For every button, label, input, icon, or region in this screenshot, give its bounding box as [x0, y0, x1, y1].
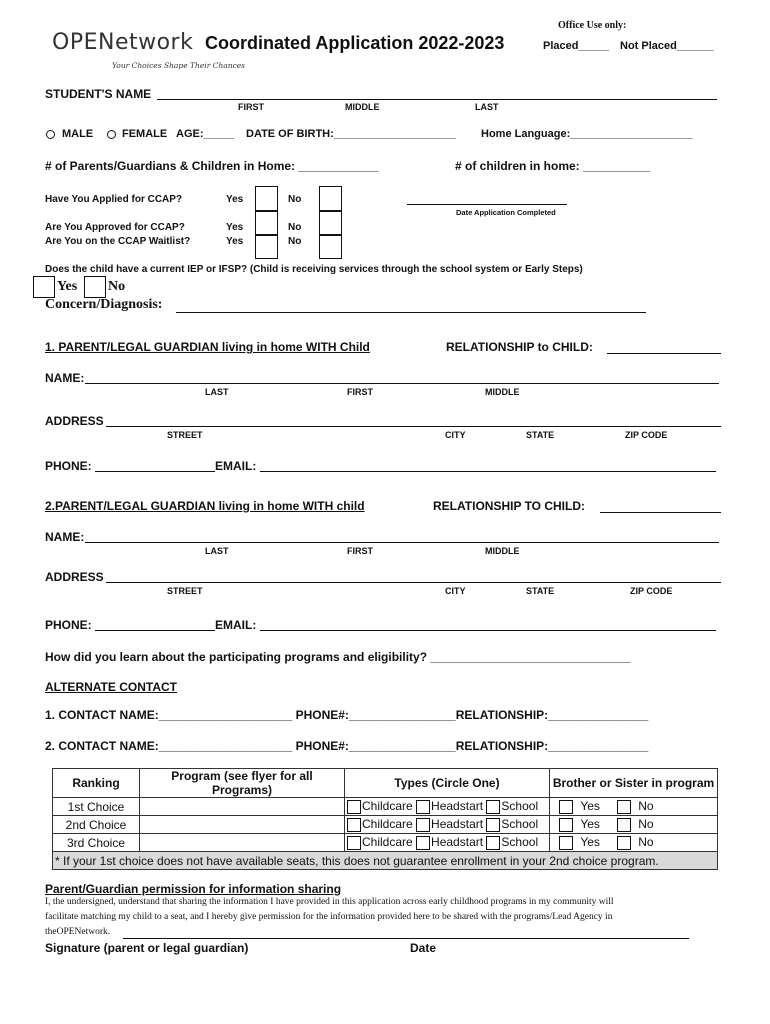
- home-language-field[interactable]: Home Language:____________________: [481, 128, 693, 140]
- types-header: Types (Circle One): [345, 769, 550, 798]
- program-cell[interactable]: [140, 834, 345, 852]
- sibling-no-label: No: [638, 817, 654, 832]
- parent1-name-input[interactable]: [85, 383, 719, 384]
- sibling-yes-checkbox[interactable]: [559, 836, 573, 850]
- school-label: School: [501, 835, 539, 850]
- ccap-applied-no-checkbox[interactable]: [319, 186, 342, 211]
- ccap-applied-label: Have You Applied for CCAP?: [45, 194, 183, 205]
- parent2-zip-label: ZIP CODE: [630, 586, 673, 596]
- parent2-middle-label: MIDDLE: [485, 546, 520, 556]
- ccap-waitlist-label: Are You on the CCAP Waitlist?: [45, 236, 191, 247]
- parent2-phone-label: PHONE:: [45, 618, 92, 632]
- types-cell: [345, 816, 550, 834]
- parent1-address-input[interactable]: [106, 426, 721, 427]
- ccap-approved-no-checkbox[interactable]: [319, 211, 342, 235]
- iep-question: Does the child have a current IEP or IFSP? (Child is receiving services through the school system or Early Steps): [45, 264, 583, 275]
- sibling-yes-label: Yes: [580, 835, 600, 850]
- school-checkbox[interactable]: [486, 836, 500, 850]
- parent2-first-label: FIRST: [347, 546, 373, 556]
- dob-field[interactable]: DATE OF BIRTH:____________________: [246, 128, 457, 140]
- date-label: Date: [410, 941, 437, 955]
- parent1-phone-label: PHONE:: [45, 459, 92, 473]
- alternate-contact-heading: ALTERNATE CONTACT: [45, 680, 177, 694]
- permission-text-1: I, the undersigned, understand that sharing the information I have provided in this application across early childhood programs in my community will: [45, 897, 614, 907]
- ccap-approved-no-label: No: [288, 222, 302, 233]
- ranking-cell: 1st Choice: [53, 798, 140, 816]
- parent1-last-label: LAST: [205, 387, 229, 397]
- iep-yes-label: Yes: [57, 279, 78, 294]
- childcare-checkbox[interactable]: [347, 800, 361, 814]
- sibling-yes-checkbox[interactable]: [559, 818, 573, 832]
- alternate-contact-1[interactable]: 1. CONTACT NAME:____________________ PHONE#:________________RELATIONSHIP:_______________: [45, 708, 649, 722]
- sibling-no-checkbox[interactable]: [617, 818, 631, 832]
- children-home-field[interactable]: # of children in home: __________: [455, 159, 650, 173]
- iep-no-label: No: [108, 279, 126, 294]
- age-field[interactable]: AGE:_____: [176, 128, 235, 140]
- parent1-phone-input[interactable]: [95, 471, 215, 472]
- ranking-cell: 3rd Choice: [53, 834, 140, 852]
- how-learn-field[interactable]: How did you learn about the participating programs and eligibility? ______________________________: [45, 650, 631, 664]
- date-application-input[interactable]: [407, 204, 567, 205]
- first-label: FIRST: [238, 102, 264, 112]
- ranking-cell: 2nd Choice: [53, 816, 140, 834]
- signature-input[interactable]: [123, 938, 689, 939]
- permission-heading: Parent/Guardian permission for information sharing: [45, 882, 342, 896]
- parent1-address-label: ADDRESS: [45, 414, 104, 428]
- ccap-applied-yes-checkbox[interactable]: [255, 186, 278, 211]
- ccap-applied-yes-label: Yes: [226, 194, 244, 205]
- parent2-name-label: NAME:: [45, 530, 85, 544]
- page-title: Coordinated Application 2022-2023: [205, 33, 505, 53]
- table-row: [53, 834, 718, 852]
- last-label: LAST: [475, 102, 499, 112]
- male-radio[interactable]: [46, 130, 55, 139]
- program-choice-table: [52, 768, 718, 870]
- school-checkbox[interactable]: [486, 818, 500, 832]
- middle-label: MIDDLE: [345, 102, 380, 112]
- headstart-label: Headstart: [431, 817, 484, 832]
- ranking-header: Ranking: [53, 769, 140, 798]
- parent2-address-label: ADDRESS: [45, 570, 104, 584]
- school-label: School: [501, 817, 539, 832]
- ccap-approved-yes-label: Yes: [226, 222, 244, 233]
- childcare-label: Childcare: [362, 835, 413, 850]
- permission-text-2: facilitate matching my child to a seat, and I hereby give permission for the information provided here to be shared with the programs/Lead Agency in: [45, 912, 613, 922]
- ccap-approved-yes-checkbox[interactable]: [255, 211, 278, 235]
- parent1-first-label: FIRST: [347, 387, 373, 397]
- childcare-label: Childcare: [362, 799, 413, 814]
- childcare-checkbox[interactable]: [347, 818, 361, 832]
- parent2-street-label: STREET: [167, 586, 203, 596]
- childcare-checkbox[interactable]: [347, 836, 361, 850]
- parent2-city-label: CITY: [445, 586, 466, 596]
- office-use-label: Office Use only:: [558, 20, 627, 31]
- ccap-waitlist-yes-label: Yes: [226, 236, 244, 247]
- table-header-row: [53, 769, 718, 798]
- headstart-checkbox[interactable]: [416, 818, 430, 832]
- sibling-header: Brother or Sister in program: [550, 769, 718, 798]
- parents-children-field[interactable]: # of Parents/Guardians & Children in Home: ____________: [45, 159, 379, 173]
- sibling-yes-label: Yes: [580, 817, 600, 832]
- female-label: FEMALE: [122, 128, 168, 140]
- parent1-middle-label: MIDDLE: [485, 387, 520, 397]
- school-checkbox[interactable]: [486, 800, 500, 814]
- female-radio[interactable]: [107, 130, 116, 139]
- parent2-relationship-label: RELATIONSHIP TO CHILD:: [433, 499, 586, 513]
- sibling-no-label: No: [638, 799, 654, 814]
- table-note-row: [53, 852, 718, 870]
- types-cell: [345, 834, 550, 852]
- permission-text-3: theOPENetwork.: [45, 927, 111, 937]
- sibling-cell: [550, 798, 718, 816]
- sibling-cell: [550, 816, 718, 834]
- iep-yes-checkbox[interactable]: [33, 276, 55, 298]
- parent2-state-label: STATE: [526, 586, 555, 596]
- parent1-relationship-label: RELATIONSHIP to CHILD:: [446, 340, 593, 354]
- not-placed-field[interactable]: Not Placed______: [620, 40, 714, 52]
- ccap-waitlist-no-checkbox[interactable]: [319, 235, 342, 259]
- school-label: School: [501, 799, 539, 814]
- parent2-relationship-input[interactable]: [600, 512, 721, 513]
- headstart-label: Headstart: [431, 835, 484, 850]
- student-name-input[interactable]: [157, 99, 717, 100]
- parent1-city-label: CITY: [445, 430, 466, 440]
- concern-input[interactable]: [176, 312, 646, 313]
- table-row: [53, 798, 718, 816]
- parent1-name-label: NAME:: [45, 371, 85, 385]
- date-application-label: Date Application Completed: [456, 208, 556, 217]
- table-row: [53, 816, 718, 834]
- program-cell[interactable]: [140, 798, 345, 816]
- signature-label: Signature (parent or legal guardian): [45, 941, 249, 955]
- tagline: Your Choices Shape Their Chances: [112, 61, 246, 70]
- sibling-cell: [550, 834, 718, 852]
- parent1-relationship-input[interactable]: [607, 353, 721, 354]
- parent2-email-label: EMAIL:: [215, 618, 257, 632]
- logo: OPENetwork: [52, 30, 194, 55]
- parent2-phone-input[interactable]: [95, 630, 215, 631]
- parent1-state-label: STATE: [526, 430, 555, 440]
- ccap-waitlist-yes-checkbox[interactable]: [255, 235, 278, 259]
- parent2-name-input[interactable]: [85, 542, 719, 543]
- parent2-heading: 2.PARENT/LEGAL GUARDIAN living in home WITH child: [45, 499, 365, 513]
- student-name-label: STUDENT'S NAME: [45, 87, 152, 101]
- sibling-yes-label: Yes: [580, 799, 600, 814]
- parent1-email-input[interactable]: [260, 471, 716, 472]
- headstart-checkbox[interactable]: [416, 800, 430, 814]
- iep-no-checkbox[interactable]: [84, 276, 106, 298]
- parent2-email-input[interactable]: [260, 630, 716, 631]
- ccap-applied-no-label: No: [288, 194, 302, 205]
- table-note: * If your 1st choice does not have available seats, this does not guarantee enrollment in your 2nd choice program.: [53, 852, 718, 870]
- ccap-waitlist-no-label: No: [288, 236, 302, 247]
- concern-label: Concern/Diagnosis:: [45, 297, 163, 312]
- program-header: Program (see flyer for all Programs): [140, 769, 345, 798]
- sibling-no-label: No: [638, 835, 654, 850]
- program-cell[interactable]: [140, 816, 345, 834]
- parent2-last-label: LAST: [205, 546, 229, 556]
- parent1-email-label: EMAIL:: [215, 459, 257, 473]
- parent1-zip-label: ZIP CODE: [625, 430, 668, 440]
- childcare-label: Childcare: [362, 817, 413, 832]
- parent2-address-input[interactable]: [106, 582, 721, 583]
- male-label: MALE: [62, 128, 94, 140]
- alternate-contact-2[interactable]: 2. CONTACT NAME:____________________ PHONE#:________________RELATIONSHIP:_______________: [45, 739, 649, 753]
- sibling-no-checkbox[interactable]: [617, 836, 631, 850]
- headstart-label: Headstart: [431, 799, 484, 814]
- types-cell: [345, 798, 550, 816]
- sibling-no-checkbox[interactable]: [617, 800, 631, 814]
- sibling-yes-checkbox[interactable]: [559, 800, 573, 814]
- placed-field[interactable]: Placed_____: [543, 40, 610, 52]
- parent1-street-label: STREET: [167, 430, 203, 440]
- headstart-checkbox[interactable]: [416, 836, 430, 850]
- parent1-heading: 1. PARENT/LEGAL GUARDIAN living in home WITH Child: [45, 340, 370, 354]
- ccap-approved-label: Are You Approved for CCAP?: [45, 222, 185, 233]
